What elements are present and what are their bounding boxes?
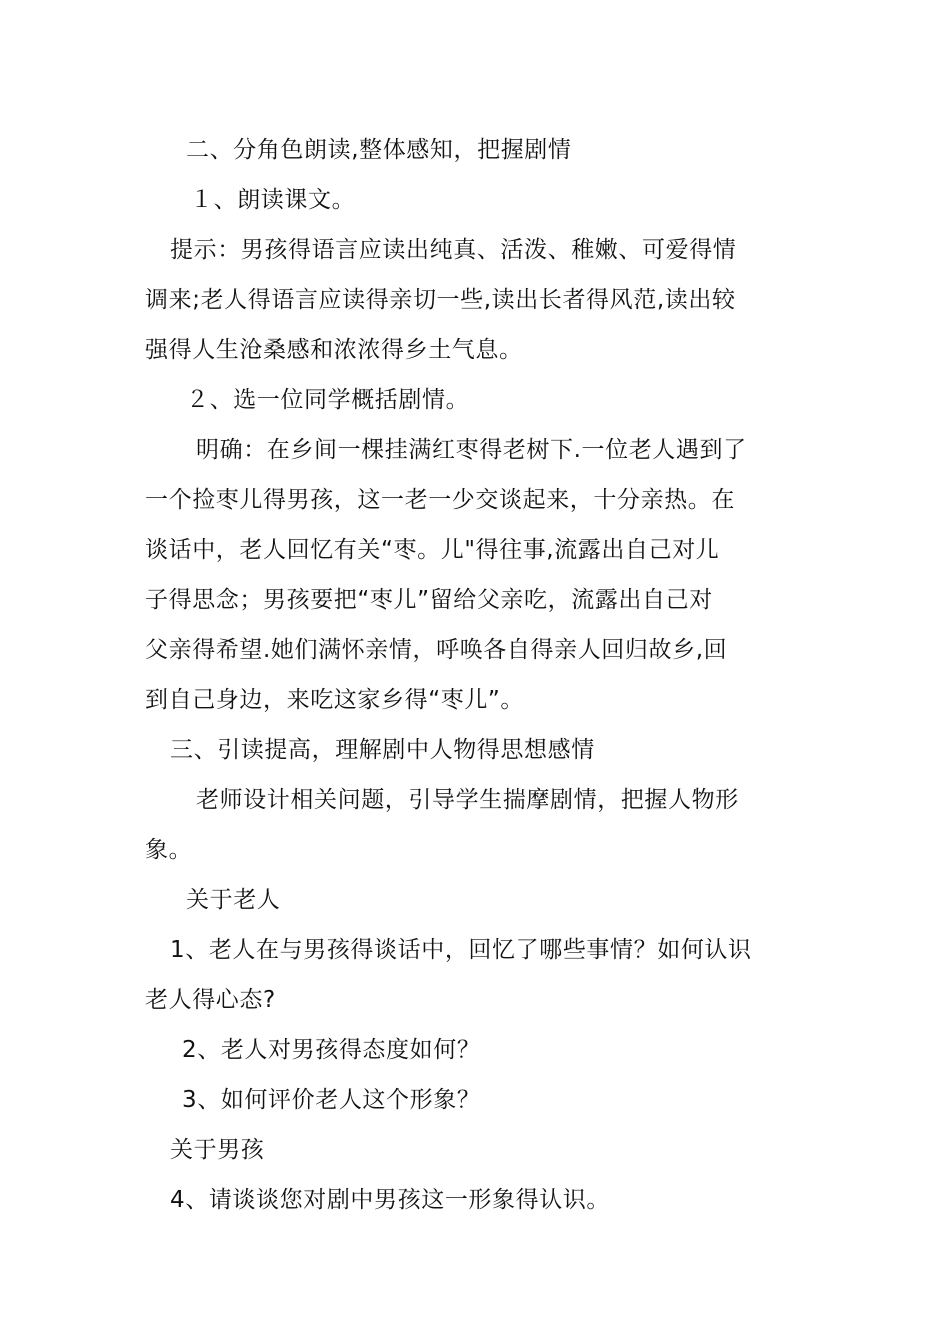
section-heading-3: 三、引读提高，理解剧中人物得思想感情	[170, 737, 595, 763]
item-1-read-text: １、朗读课文。	[190, 187, 356, 213]
question-3: 3、如何评价老人这个形象？	[182, 1087, 481, 1113]
question-1-line-2: 老人得心态?	[145, 987, 276, 1013]
answer-paragraph-line-5: 父亲得希望.她们满怀亲情，呼唤各自得亲人回归故乡,回	[145, 637, 728, 663]
subheading-boy: 关于男孩	[170, 1137, 265, 1163]
item-2-summarize: ２、选一位同学概括剧情。	[186, 387, 470, 413]
question-2: 2、老人对男孩得态度如何？	[182, 1037, 481, 1063]
teacher-paragraph-line-1: 老师设计相关问题，引导学生揣摩剧情，把握人物形	[196, 787, 739, 813]
answer-paragraph-line-2: 一个捡枣儿得男孩，这一老一少交谈起来，十分亲热。在	[145, 487, 735, 513]
teacher-paragraph-line-2: 象。	[145, 837, 193, 863]
section-heading-2: 二、分角色朗读,整体感知，把握剧情	[186, 137, 572, 163]
question-1-line-1: 1、老人在与男孩得谈话中，回忆了哪些事情？如何认识	[170, 937, 752, 963]
answer-paragraph-line-4: 子得思念；男孩要把“枣儿”留给父亲吃，流露出自己对	[145, 587, 713, 613]
hint-paragraph-line-2: 调来;老人得语言应读得亲切一些,读出长者得风范,读出较	[145, 287, 736, 313]
question-4: 4、请谈谈您对剧中男孩这一形象得认识。	[170, 1187, 611, 1213]
answer-paragraph-line-1: 明确：在乡间一棵挂满红枣得老树下.一位老人遇到了	[196, 437, 747, 463]
answer-paragraph-line-6: 到自己身边，来吃这家乡得“枣儿”。	[145, 687, 525, 713]
hint-paragraph-line-1: 提示：男孩得语言应读出纯真、活泼、稚嫩、可爱得情	[170, 237, 737, 263]
answer-paragraph-line-3: 谈话中，老人回忆有关“枣。儿"得往事,流露出自己对儿	[145, 537, 720, 563]
subheading-old-man: 关于老人	[186, 887, 281, 913]
hint-paragraph-line-3: 强得人生沧桑感和浓浓得乡土气息。	[145, 337, 523, 363]
